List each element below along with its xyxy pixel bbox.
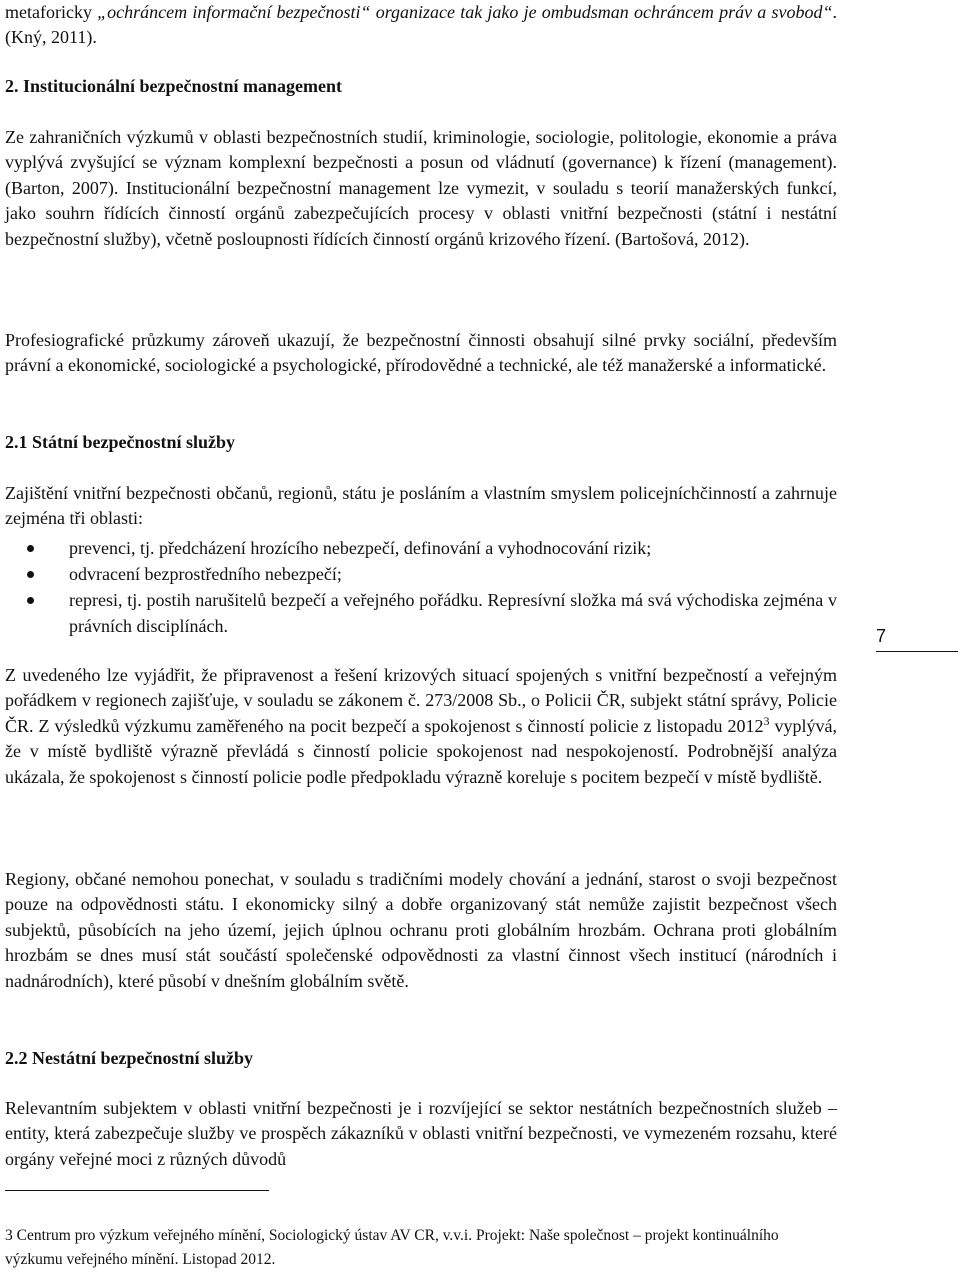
intro-citation: . (Kný, 2011).: [5, 2, 837, 48]
page-number: 7: [876, 626, 958, 652]
intro-quote: „ochráncem informační bezpečnosti“ organizace tak jako je ombudsman ochráncem práv a svobod“: [97, 2, 833, 22]
bullet-list: [5, 535, 837, 639]
intro-paragraph: [5, 0, 837, 51]
section-2-1-paragraph-1: Zajištění vnitřní bezpečnosti občanů, regionů, státu je posláním a vlastním smyslem policejníchčinností a zahrnuje zejména tři oblasti:: [5, 483, 837, 529]
footnote-separator: [5, 1190, 269, 1191]
section-2-paragraph-1: Ze zahraničních výzkumů v oblasti bezpečnostních studií, kriminologie, sociologie, politologie, ekonomie a práva vyplývá zvyšující se význam komplexní bezpečnosti a posun od vládnutí (governance) k řízení (management). (Barton, 2007). Institucionální bezpečnostní management lze vymezit, v souladu s teorií manažerských funkcí, jako souhrn řídících činností orgánů zabezpečujících procesy v oblasti vnitřní bezpečnosti (státní i nestátní bezpečnostní služby), včetně posloupnosti řídících činností orgánů krizového řízení. (Bartošová, 2012).: [5, 127, 837, 249]
intro-text: metaforicky: [5, 2, 98, 22]
footnote: 3 Centrum pro výzkum veřejného mínění, Sociologický ústav AV CR, v.v.i. Projekt: Naše společnost – projekt kontinuálního výzkumu veřejného mínění. Listopad 2012.: [5, 1227, 779, 1268]
list-item: odvracení bezprostředního nebezpečí;: [5, 561, 837, 587]
section-2-2-paragraph-1: Relevantním subjektem v oblasti vnitřní bezpečnosti je i rozvíjející se sektor nestátních bezpečnostních služeb – entity, která zabezpečuje služby ve prospěch zákazníků v oblasti vnitřní bezpečnosti, ve vymezeném rozsahu, které orgány veřejné moci z různých důvodů: [5, 1098, 837, 1169]
paragraph-text: vyplývá, že v místě bydliště výrazně převládá s činností policie spokojenost nad nespokojeností. Podrobnější analýza ukázala, že spokojenost s činností policie podle předpokladu výrazně koreluje s pocitem bezpečí v místě bydliště.: [5, 715, 837, 787]
list-item: represi, tj. postih narušitelů bezpečí a veřejného pořádku. Represívní složka má svá východiska zejména v právních disciplínách.: [5, 587, 837, 639]
section-2-1-paragraph-3: Regiony, občané nemohou ponechat, v souladu s tradičními modely chování a jednání, starost o svoji bezpečnost pouze na odpovědnosti státu. I ekonomicky silný a dobře organizovaný stát nemůže zajistit bezpečnost všech subjektů, působících na jeho území, jejich úplnou ochranu proti globálním hrozbám. Ochrana proti globálním hrozbám se dnes musí stát součástí společenské odpovědnosti za vlastní činnost všech institucí (národních i nadnárodních), které působí v dnešním globálním světě.: [5, 869, 837, 991]
section-2-2-heading: 2.2 Nestátní bezpečnostní služby: [5, 1048, 254, 1068]
section-2-1-paragraph-2: [5, 663, 837, 790]
section-2-heading: 2. Institucionální bezpečnostní management: [5, 76, 343, 96]
section-2-paragraph-2: Profesiografické průzkumy zároveň ukazují, že bezpečnostní činnosti obsahují silné prvky sociální, především právní a ekonomické, sociologické a psychologické, přírodovědné a technické, ale též manažerské a informatické.: [5, 330, 837, 376]
section-2-1-heading: 2.1 Státní bezpečnostní služby: [5, 432, 236, 452]
list-item: prevenci, tj. předcházení hrozícího nebezpečí, definování a vyhodnocování rizik;: [5, 535, 837, 561]
footnote-reference[interactable]: 3: [763, 713, 770, 728]
paragraph-text: Z uvedeného lze vyjádřit, že připravenost a řešení krizových situací spojených s vnitřní bezpečností a veřejným pořádkem v regionech zajišťuje, v souladu se zákonem č. 273/2008 Sb., o Policii ČR, subjekt státní správy, Policie ČR. Z výsledků výzkumu zaměřeného na pocit bezpečí a spokojenost s činností policie z listopadu 2012: [5, 665, 837, 736]
